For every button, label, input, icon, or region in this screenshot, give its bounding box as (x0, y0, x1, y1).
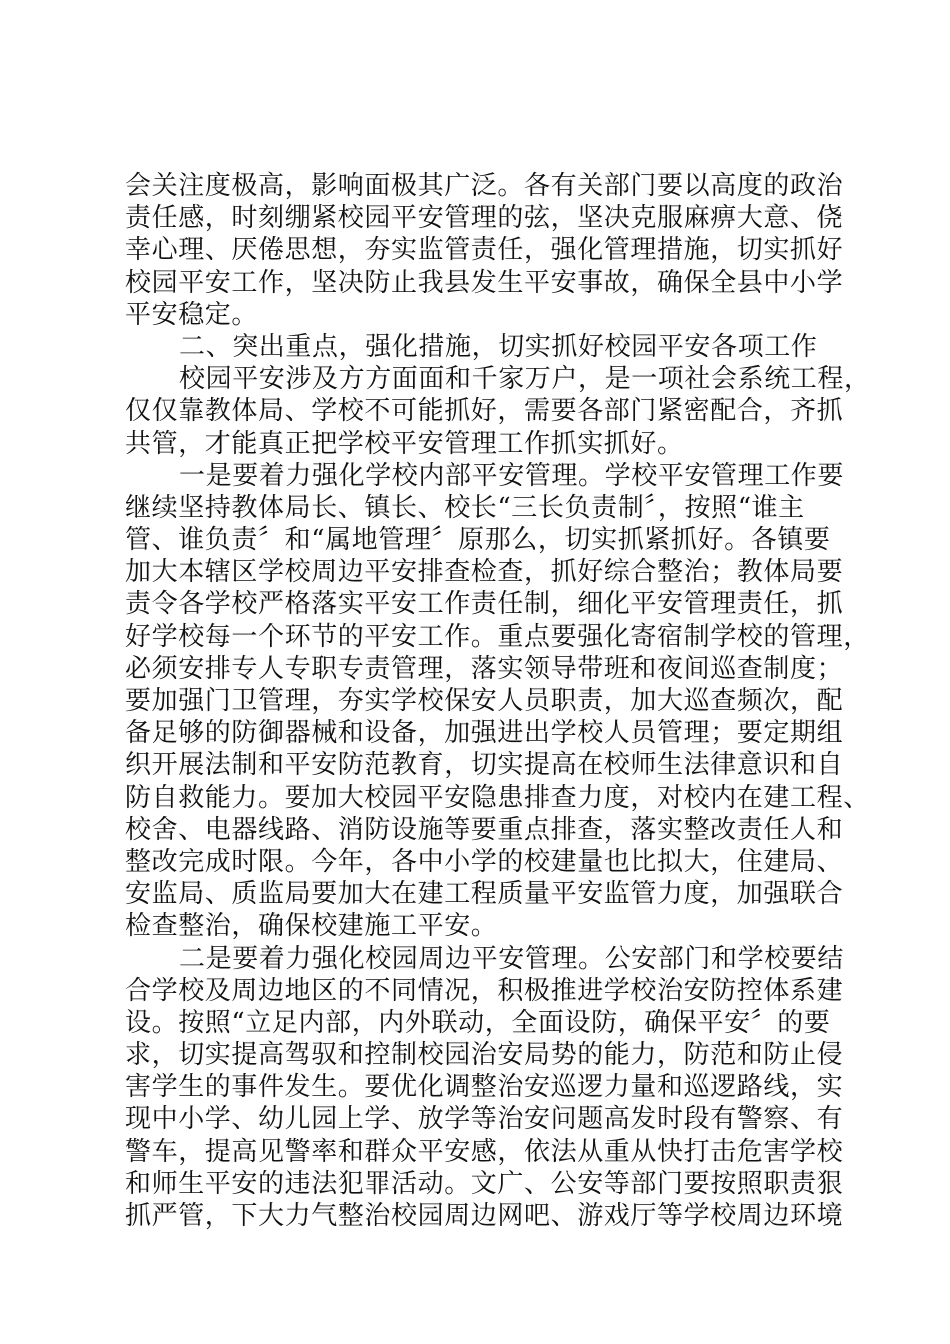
text-line: 合学校及周边地区的不同情况，积极推进学校治安防控体系建 (125, 975, 844, 1006)
text-line: 备足够的防御器械和设备，加强进出学校人员管理；要定期组 (125, 718, 844, 749)
text-line: 二是要着力强化校园周边平安管理。公安部门和学校要结 (179, 943, 845, 974)
text-line: 仅仅靠教体局、学校不可能抓好，需要各部门紧密配合，齐抓 (125, 396, 844, 427)
text-line: 平安稳定。 (125, 299, 259, 330)
text-line: 好学校每一个环节的平安工作。重点要强化寄宿制学校的管理， (125, 621, 870, 652)
text-line: 加大本辖区学校周边平安排查检查，抓好综合整治；教体局要 (125, 557, 844, 588)
text-line: 继续坚持教体局长、镇长、校长“三长负责制〞，按照“谁主 (125, 492, 805, 523)
text-line: 现中小学、幼儿园上学、放学等治安问题高发时段有警察、有 (125, 1104, 844, 1135)
text-line: 责任感，时刻绷紧校园平安管理的弦，坚决克服麻痹大意、侥 (125, 203, 844, 234)
document-body (125, 170, 871, 1232)
text-line: 安监局、质监局要加大在建工程质量平安监管力度，加强联合 (125, 879, 844, 910)
text-line: 和师生平安的违法犯罪活动。文广、公安等部门要按照职责狠 (125, 1168, 844, 1199)
text-line: 二、突出重点，强化措施，切实抓好校园平安各项工作 (179, 331, 818, 362)
text-line: 共管，才能真正把学校平安管理工作抓实抓好。 (125, 428, 684, 459)
text-line: 管、谁负责〞和“属地管理〞原那么，切实抓紧抓好。各镇要 (125, 525, 831, 556)
text-line: 校园平安工作，坚决防止我县发生平安事故，确保全县中小学 (125, 267, 844, 298)
text-line: 检查整治，确保校建施工平安。 (125, 911, 498, 942)
text-line: 责令各学校严格落实平安工作责任制，细化平安管理责任，抓 (125, 589, 844, 620)
text-line: 害学生的事件发生。要优化调整治安巡逻力量和巡逻路线，实 (125, 1072, 844, 1103)
text-line: 求，切实提高驾驭和控制校园治安局势的能力，防范和防止侵 (125, 1040, 844, 1071)
text-line: 必须安排专人专职专责管理，落实领导带班和夜间巡查制度； (125, 653, 844, 684)
text-line: 防自救能力。要加大校园平安隐患排查力度，对校内在建工程、 (125, 782, 870, 813)
text-line: 设。按照“立足内部，内外联动，全面设防，确保平安〞的要 (125, 1007, 831, 1038)
text-line: 校园平安涉及方方面面和千家万户，是一项社会系统工程， (179, 364, 871, 395)
text-line: 整改完成时限。今年，各中小学的校建量也比拟大，住建局、 (125, 846, 844, 877)
text-line: 织开展法制和平安防范教育，切实提高在校师生法律意识和自 (125, 750, 844, 781)
text-line: 抓严管，下大力气整治校园周边网吧、游戏厅等学校周边环境 (125, 1201, 844, 1231)
text-line: 一是要着力强化学校内部平安管理。学校平安管理工作要 (179, 460, 845, 491)
text-line: 会关注度极高，影响面极其广泛。各有关部门要以高度的政治 (125, 171, 844, 201)
text-line: 警车，提高见警率和群众平安感，依法从重从快打击危害学校 (125, 1136, 844, 1167)
text-line: 幸心理、厌倦思想，夯实监管责任，强化管理措施，切实抓好 (125, 235, 844, 266)
text-line: 要加强门卫管理，夯实学校保安人员职责，加大巡查频次，配 (125, 686, 844, 716)
text-line: 校舍、电器线路、消防设施等要重点排查，落实整改责任人和 (125, 814, 844, 845)
